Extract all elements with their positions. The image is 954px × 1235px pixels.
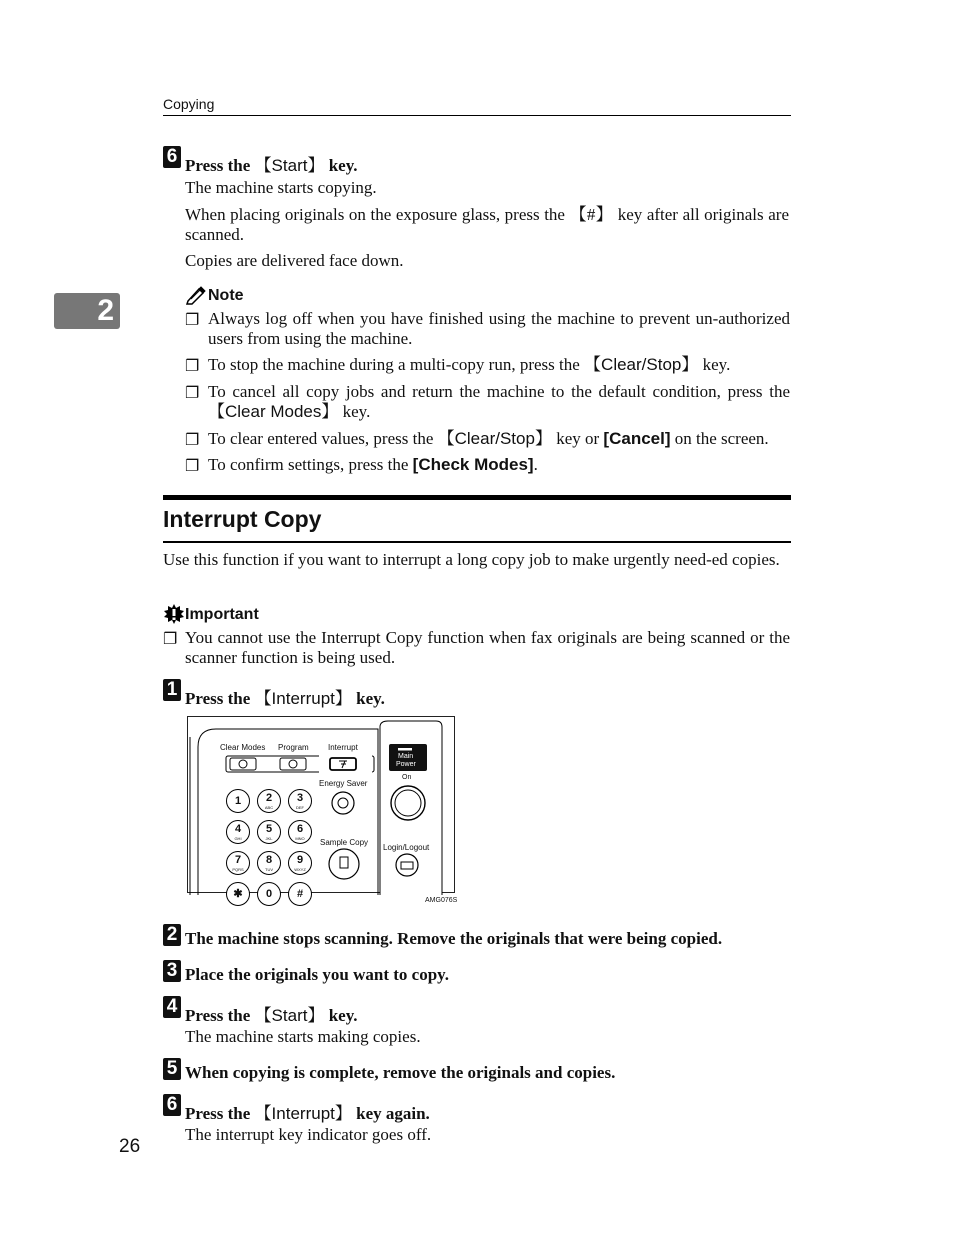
energy-saver-label: Energy Saver <box>319 779 368 788</box>
keypad-digit: # <box>296 888 304 900</box>
keypad-key <box>288 882 312 906</box>
step-number: 1 <box>163 679 181 701</box>
step-title <box>185 1001 358 1026</box>
main-label: Main <box>398 753 414 760</box>
step-title: Place the originals you want to copy. <box>185 965 449 984</box>
keypad-key <box>257 820 281 844</box>
key-name: 【Interrupt】 <box>254 689 352 708</box>
keypad-key <box>226 820 250 844</box>
note-text: To stop the machine during a multi-copy run, press the <box>208 355 585 374</box>
step-text: key. <box>324 1006 358 1025</box>
keypad-letters: DEF <box>296 805 304 810</box>
bullet-box-icon: ❐ <box>185 458 200 475</box>
step-number: 2 <box>163 924 181 946</box>
bullet-box-icon: ❐ <box>185 358 200 375</box>
interrupt-label: Interrupt <box>328 743 358 752</box>
key-name: 【Start】 <box>254 1006 325 1025</box>
step-number: 3 <box>163 960 181 982</box>
note-text: on the screen. <box>670 429 769 448</box>
keypad-digit: ✱ <box>233 888 243 900</box>
step-title <box>185 1099 430 1124</box>
login-logout-label: Login/Logout <box>383 843 430 852</box>
numeric-keypad <box>226 789 336 899</box>
step-detail: Copies are delivered face down. <box>185 251 404 270</box>
step-number: 6 <box>163 146 181 168</box>
keypad-letters: TUV <box>265 867 273 872</box>
key-name: 【Clear/Stop】 <box>584 355 699 374</box>
keypad-digit: 2 <box>265 792 273 804</box>
on-label: On <box>402 774 412 781</box>
keypad-digit: 8 <box>265 854 273 866</box>
step-text: key again. <box>351 1104 430 1123</box>
keypad-key <box>288 851 312 875</box>
keypad-key <box>226 851 250 875</box>
sample-copy-label: Sample Copy <box>320 838 369 847</box>
note-item <box>208 355 790 375</box>
note-item: Always log off when you have finished using the machine to prevent un-authorized users from using the machine. <box>208 309 790 348</box>
program-label: Program <box>278 743 309 752</box>
control-panel-illustration <box>187 716 455 900</box>
chapter-tab: 2 <box>54 293 120 329</box>
step-text: Press the <box>185 689 255 708</box>
step-title: When copying is complete, remove the originals and copies. <box>185 1063 616 1082</box>
step-detail: The interrupt key indicator goes off. <box>185 1125 432 1144</box>
figure-code: AMG076S <box>425 897 458 904</box>
keypad-digit: 5 <box>265 823 273 835</box>
keypad-letters: GHI <box>234 836 242 841</box>
power-label: Power <box>396 761 416 768</box>
keypad-digit: 0 <box>265 888 273 900</box>
note-text: To clear entered values, press the <box>208 429 438 448</box>
note-text: To confirm settings, press the <box>208 455 413 474</box>
step-text: key. <box>324 156 358 175</box>
note-text: key. <box>338 402 371 421</box>
bullet-box-icon: ❐ <box>163 631 178 648</box>
step-text: Press the <box>185 156 255 175</box>
keypad-letters: ABC <box>264 805 274 810</box>
keypad-key <box>226 789 250 813</box>
key-name: 【Clear/Stop】 <box>437 429 552 448</box>
note-text: To cancel all copy jobs and return the machine to the default condition, press the <box>208 382 790 401</box>
step-text: Press the <box>185 1104 255 1123</box>
step-title: The machine stops scanning. Remove the originals that were being copied. <box>185 929 723 948</box>
key-name: [Cancel] <box>603 429 671 448</box>
section-rule-bottom <box>163 541 791 543</box>
step-detail: The machine starts making copies. <box>185 1027 421 1046</box>
section-intro: Use this function if you want to interrupt a long copy job to make urgently need-ed copies. <box>163 550 780 569</box>
section-rule-top <box>163 495 791 500</box>
important-item: You cannot use the Interrupt Copy function when fax originals are being scanned or the scanner function is being used. <box>185 628 790 667</box>
section-title: Interrupt Copy <box>163 506 322 532</box>
keypad-letters: WXYZ <box>294 867 306 872</box>
keypad-key <box>288 820 312 844</box>
step-detail: When placing originals on the exposure glass, press the 【#】 key after all originals are scanned. <box>185 205 789 244</box>
keypad-digit: 6 <box>296 823 304 835</box>
step-text: key. <box>351 689 385 708</box>
keypad-key <box>257 789 281 813</box>
key-name: 【Interrupt】 <box>254 1104 352 1123</box>
note-item <box>208 455 790 475</box>
important-heading: Important <box>185 606 259 623</box>
step-number: 4 <box>163 996 181 1018</box>
keypad-digit: 7 <box>234 854 242 866</box>
keypad-digit: 9 <box>296 854 304 866</box>
note-text: key. <box>698 355 731 374</box>
important-icon <box>163 603 185 625</box>
keypad-key <box>226 882 250 906</box>
bullet-box-icon: ❐ <box>185 312 200 329</box>
bullet-box-icon: ❐ <box>185 385 200 402</box>
header-rule <box>163 115 791 116</box>
keypad-letters: JKL <box>265 836 273 841</box>
keypad-digit: 4 <box>234 823 242 835</box>
note-item <box>208 382 790 422</box>
step-number: 6 <box>163 1094 181 1116</box>
note-heading: Note <box>208 287 244 304</box>
clear-modes-label: Clear Modes <box>220 743 266 752</box>
running-header: Copying <box>163 96 215 112</box>
note-text: . <box>533 455 538 474</box>
keypad-key <box>257 882 281 906</box>
note-item <box>208 429 798 449</box>
keypad-key <box>288 789 312 813</box>
keypad-digit: 3 <box>296 792 304 804</box>
keypad-letters: MNO <box>295 836 305 841</box>
page-number: 26 <box>119 1136 141 1157</box>
step-title <box>185 684 385 709</box>
step-text: Press the <box>185 1006 255 1025</box>
key-name: [Check Modes] <box>412 455 534 474</box>
bullet-box-icon: ❐ <box>185 432 200 449</box>
step-number: 5 <box>163 1058 181 1080</box>
keypad-key <box>257 851 281 875</box>
key-name: 【Clear Modes】 <box>208 402 339 421</box>
step-title <box>185 151 358 176</box>
note-text: key or <box>551 429 604 448</box>
keypad-letters: PQRS <box>232 867 244 872</box>
pencil-icon <box>185 285 207 305</box>
key-name: 【Start】 <box>254 156 325 175</box>
keypad-digit: 1 <box>234 795 242 807</box>
step-detail: The machine starts copying. <box>185 178 377 197</box>
